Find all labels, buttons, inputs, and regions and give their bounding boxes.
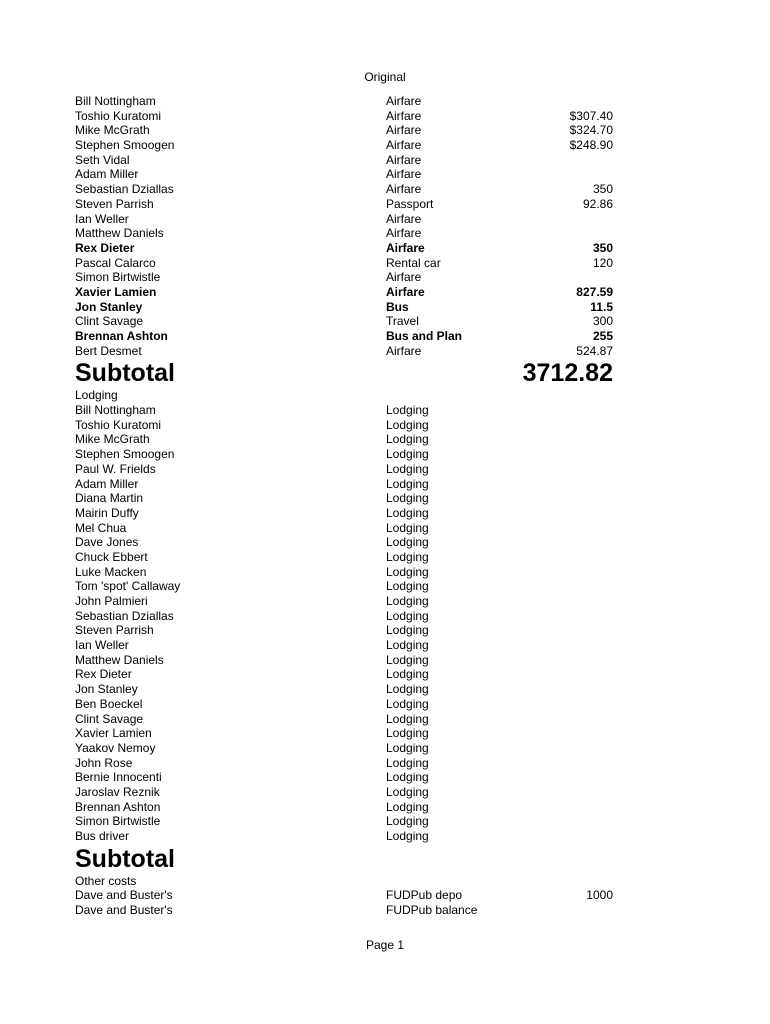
amount-cell: 350 <box>592 182 613 197</box>
name-cell: Steven Parrish <box>75 623 154 638</box>
table-row <box>75 447 613 462</box>
name-cell: Tom 'spot' Callaway <box>75 579 181 594</box>
name-cell: Jaroslav Reznik <box>75 784 160 799</box>
name-cell: Stephen Smoogen <box>75 138 175 153</box>
table-row <box>75 814 613 829</box>
name-cell: Matthew Daniels <box>75 226 164 241</box>
table-row <box>75 756 613 771</box>
category-cell: Lodging <box>386 549 429 564</box>
table-row <box>75 226 613 241</box>
name-cell: Ben Boeckel <box>75 696 143 711</box>
category-cell: Lodging <box>386 594 429 608</box>
name-cell: Jon Stanley <box>75 299 143 314</box>
category-cell: Lodging <box>386 432 429 447</box>
category-cell: Lodging <box>386 638 429 653</box>
name-cell: Rex Dieter <box>75 240 135 255</box>
table-row <box>75 697 613 712</box>
lodging-subtotal-row <box>75 844 613 874</box>
category-cell: Rental car <box>386 255 441 270</box>
category-cell: Lodging <box>386 608 429 623</box>
table-row <box>75 109 613 124</box>
table-row <box>75 138 613 153</box>
amount-cell: 92.86 <box>582 196 613 211</box>
name-cell: Yaakov Nemoy <box>75 740 156 755</box>
category-cell: Bus <box>386 299 409 314</box>
category-cell: Lodging <box>386 535 429 550</box>
category-cell: Lodging <box>386 696 429 711</box>
name-cell: Ian Weller <box>75 211 129 226</box>
name-cell: Brennan Ashton <box>75 329 168 343</box>
table-row <box>75 785 613 800</box>
name-cell: John Palmieri <box>75 594 148 608</box>
table-row <box>75 521 613 536</box>
category-cell: Airfare <box>386 270 422 285</box>
other-costs-section <box>75 888 613 917</box>
amount-cell: 350 <box>592 240 613 255</box>
airfare-subtotal-value: 3712.82 <box>522 359 613 388</box>
airfare-subtotal-label: Subtotal <box>75 359 175 388</box>
category-cell: Lodging <box>386 623 429 638</box>
name-cell: Bernie Innocenti <box>75 770 162 785</box>
table-row <box>75 682 613 697</box>
name-cell: Mairin Duffy <box>75 505 139 520</box>
amount-cell: $307.40 <box>569 108 613 123</box>
table-row <box>75 829 613 844</box>
name-cell: Luke Macken <box>75 564 147 579</box>
table-row <box>75 579 613 594</box>
name-cell: Bus driver <box>75 829 130 843</box>
category-cell: Lodging <box>386 770 429 785</box>
airfare-section <box>75 94 613 358</box>
page-footer: Page 1 <box>365 938 405 952</box>
name-cell: Seth Vidal <box>75 152 130 167</box>
table-row <box>75 167 613 182</box>
category-cell: Airfare <box>386 123 422 138</box>
name-cell: Steven Parrish <box>75 196 154 211</box>
category-cell: Airfare <box>386 152 422 167</box>
name-cell: Diana Martin <box>75 491 144 506</box>
table-row <box>75 565 613 580</box>
name-cell: Dave Jones <box>75 535 139 550</box>
table-row <box>75 477 613 492</box>
name-cell: Xavier Lamien <box>75 284 157 299</box>
category-cell: Lodging <box>386 403 429 418</box>
name-cell: Dave and Buster's <box>75 903 173 918</box>
name-cell: Mel Chua <box>75 520 127 535</box>
table-row <box>75 609 613 624</box>
name-cell: Adam Miller <box>75 476 139 491</box>
category-cell: Lodging <box>386 755 429 770</box>
name-cell: John Rose <box>75 755 133 770</box>
name-cell: Jon Stanley <box>75 682 138 697</box>
category-cell: Airfare <box>386 226 422 241</box>
table-row <box>75 594 613 609</box>
other-section-label: Other costs <box>75 873 137 888</box>
category-cell: Airfare <box>386 240 425 255</box>
category-cell: Lodging <box>386 579 429 594</box>
table-row <box>75 270 613 285</box>
table-row <box>75 153 613 168</box>
category-cell: Bus and Plan <box>386 329 463 343</box>
category-cell: Lodging <box>386 417 429 432</box>
name-cell: Toshio Kuratomi <box>75 417 162 432</box>
category-cell: Lodging <box>386 784 429 799</box>
category-cell: Lodging <box>386 814 429 829</box>
name-cell: Xavier Lamien <box>75 726 152 741</box>
name-cell: Matthew Daniels <box>75 652 164 667</box>
table-row <box>75 314 613 329</box>
table-row <box>75 432 613 447</box>
category-cell: Airfare <box>386 167 422 182</box>
table-row <box>75 123 613 138</box>
name-cell: Bill Nottingham <box>75 94 156 108</box>
table-row <box>75 741 613 756</box>
table-row <box>75 256 613 271</box>
name-cell: Clint Savage <box>75 711 144 726</box>
table-row <box>75 212 613 227</box>
other-section-label-row <box>75 874 613 889</box>
category-cell: Lodging <box>386 564 429 579</box>
amount-cell: $324.70 <box>569 123 613 138</box>
amount-cell: 120 <box>592 255 613 270</box>
table-row <box>75 903 613 918</box>
table-row <box>75 491 613 506</box>
category-cell: Airfare <box>386 182 422 197</box>
category-cell: Lodging <box>386 726 429 741</box>
name-cell: Toshio Kuratomi <box>75 108 162 123</box>
category-cell: Lodging <box>386 667 429 682</box>
category-cell: Airfare <box>386 108 422 123</box>
table-row <box>75 770 613 785</box>
table-row <box>75 344 613 359</box>
table-row <box>75 329 613 344</box>
amount-cell: 11.5 <box>590 299 613 314</box>
name-cell: Clint Savage <box>75 314 144 329</box>
name-cell: Bill Nottingham <box>75 403 156 418</box>
table-row <box>75 712 613 727</box>
table-row <box>75 726 613 741</box>
category-cell: Passport <box>386 196 434 211</box>
category-cell: Lodging <box>386 829 429 843</box>
table-row <box>75 94 613 109</box>
category-cell: FUDPub balance <box>386 903 478 918</box>
lodging-section-label-row <box>75 388 613 403</box>
category-cell: FUDPub depo <box>386 888 463 903</box>
name-cell: Pascal Calarco <box>75 255 156 270</box>
amount-cell: 1000 <box>586 888 613 903</box>
lodging-section <box>75 403 613 844</box>
category-cell: Airfare <box>386 284 425 299</box>
name-cell: Rex Dieter <box>75 667 132 682</box>
name-cell: Mike McGrath <box>75 123 150 138</box>
category-cell: Lodging <box>386 711 429 726</box>
category-cell: Lodging <box>386 520 429 535</box>
airfare-subtotal-row <box>75 358 613 388</box>
category-cell: Lodging <box>386 476 429 491</box>
table-row <box>75 550 613 565</box>
table-row <box>75 241 613 256</box>
amount-cell: $248.90 <box>569 138 613 153</box>
name-cell: Mike McGrath <box>75 432 150 447</box>
category-cell: Lodging <box>386 652 429 667</box>
category-cell: Lodging <box>386 740 429 755</box>
name-cell: Brennan Ashton <box>75 799 161 814</box>
table-row <box>75 197 613 212</box>
category-cell: Travel <box>386 314 419 329</box>
amount-cell: 300 <box>592 314 613 329</box>
amount-cell: 524.87 <box>576 343 613 358</box>
table-row <box>75 300 613 315</box>
page-header: Original <box>364 70 406 84</box>
category-cell: Airfare <box>386 211 422 226</box>
category-cell: Airfare <box>386 138 422 153</box>
name-cell: Chuck Ebbert <box>75 549 148 564</box>
table-row <box>75 418 613 433</box>
category-cell: Lodging <box>386 505 429 520</box>
amount-cell: 827.59 <box>576 284 613 299</box>
table-row <box>75 506 613 521</box>
table-row <box>75 623 613 638</box>
name-cell: Sebastian Dziallas <box>75 608 174 623</box>
name-cell: Simon Birtwistle <box>75 270 161 285</box>
name-cell: Stephen Smoogen <box>75 447 175 462</box>
category-cell: Airfare <box>386 94 422 108</box>
name-cell: Adam Miller <box>75 167 139 182</box>
table-row <box>75 667 613 682</box>
lodging-subtotal-label: Subtotal <box>75 844 175 873</box>
name-cell: Bert Desmet <box>75 343 142 358</box>
name-cell: Simon Birtwistle <box>75 814 161 829</box>
name-cell: Ian Weller <box>75 638 129 653</box>
name-cell: Paul W. Frields <box>75 461 156 476</box>
category-cell: Lodging <box>386 491 429 506</box>
expense-sheet <box>75 94 613 918</box>
table-row <box>75 888 613 903</box>
category-cell: Airfare <box>386 343 422 358</box>
table-row <box>75 285 613 300</box>
category-cell: Lodging <box>386 447 429 462</box>
table-row <box>75 462 613 477</box>
table-row <box>75 403 613 418</box>
table-row <box>75 800 613 815</box>
category-cell: Lodging <box>386 461 429 476</box>
name-cell: Sebastian Dziallas <box>75 182 174 197</box>
table-row <box>75 182 613 197</box>
table-row <box>75 638 613 653</box>
table-row <box>75 653 613 668</box>
name-cell: Dave and Buster's <box>75 888 173 903</box>
category-cell: Lodging <box>386 682 429 697</box>
lodging-section-label: Lodging <box>75 388 118 403</box>
table-row <box>75 535 613 550</box>
category-cell: Lodging <box>386 799 429 814</box>
amount-cell: 255 <box>592 329 613 343</box>
